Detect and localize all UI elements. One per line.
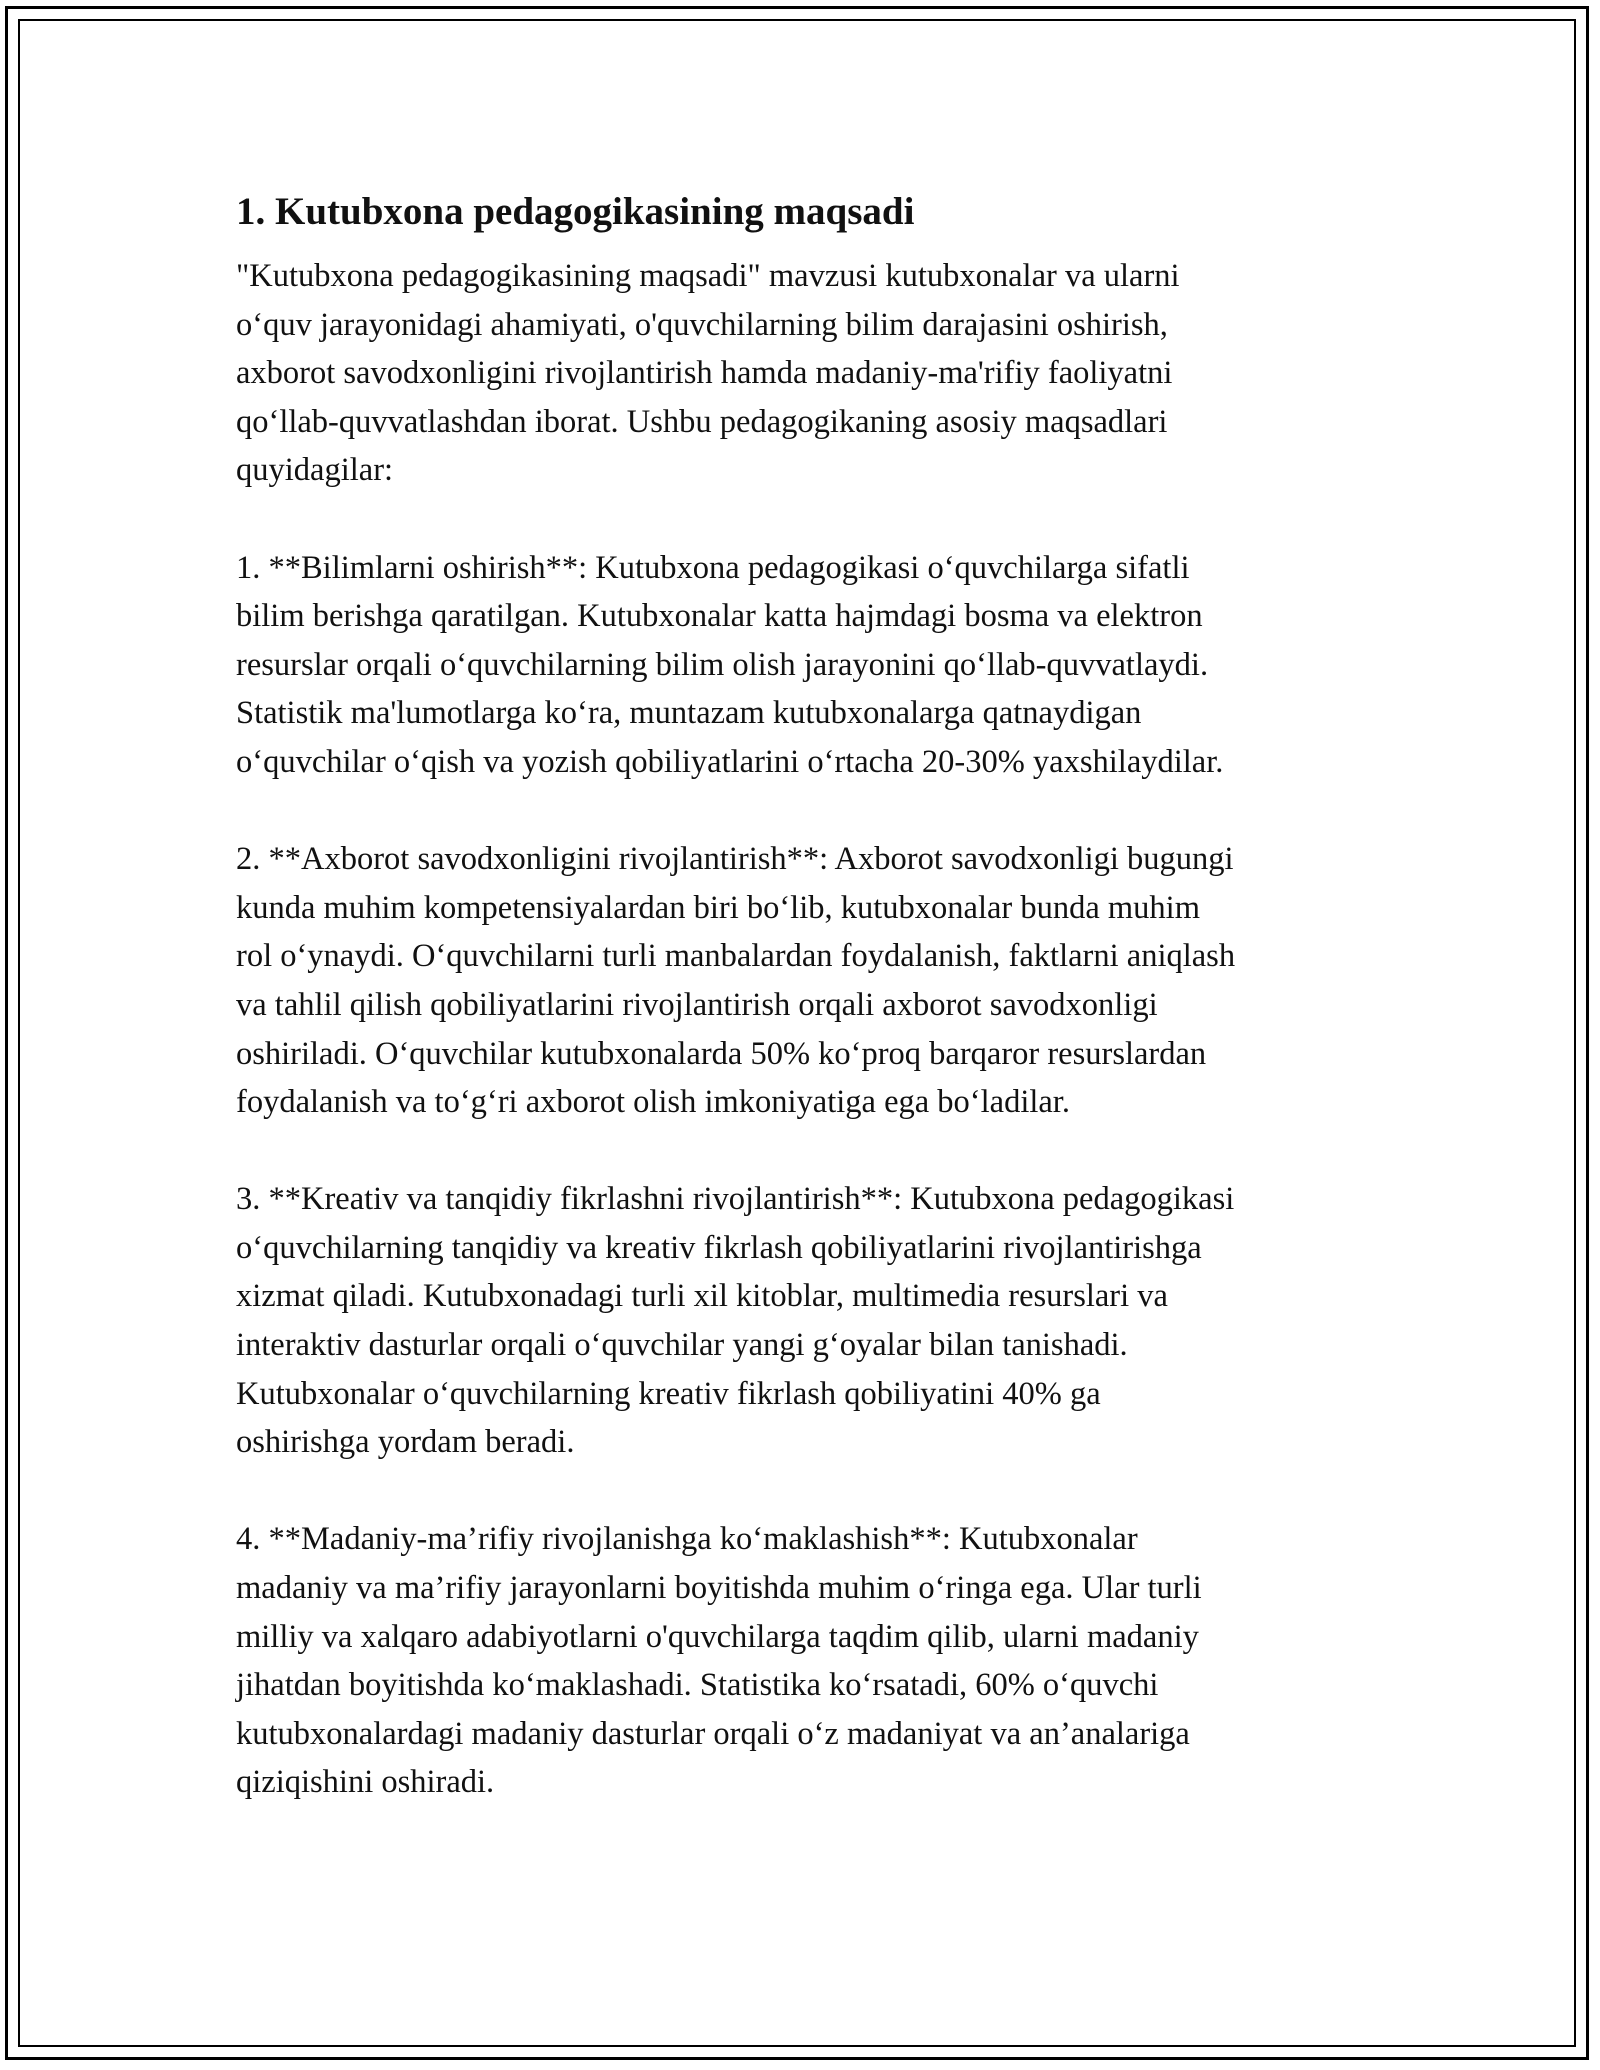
paragraph-spacer [236, 1467, 1376, 1516]
text-line: "Kutubxona pedagogikasining maqsadi" mavzusi kutubxonalar va ularni [236, 258, 1180, 294]
text-line: 2. **Axborot savodxonligini rivojlantirish**: Axborot savodxonligi bugungi [236, 841, 1234, 878]
goal-paragraph-1 [236, 544, 1376, 787]
goal-paragraph-3 [236, 1175, 1376, 1467]
text-line: oshiriladi. O‘quvchilar kutubxonalarda 50% ko‘proq barqaror resurslardan [236, 1035, 1207, 1072]
text-line: 4. **Madaniy-ma’rifiy rivojlanishga ko‘maklashish**: Kutubxonalar [236, 1521, 1138, 1558]
text-line: rol o‘ynaydi. O‘quvchilarni turli manbalardan foydalanish, faktlarni aniqlash [236, 938, 1236, 975]
text-line: kutubxonalardagi madaniy dasturlar orqali o‘z madaniyat va an’analariga [236, 1715, 1190, 1752]
text-line: o‘quvchilar o‘qish va yozish qobiliyatlarini o‘rtacha 20-30% yaxshilaydilar. [236, 743, 1224, 780]
paragraph-list [236, 252, 1376, 1807]
text-line: kunda muhim kompetensiyalardan biri bo‘lib, kutubxonalar bunda muhim [236, 889, 1200, 926]
text-line: Statistik ma'lumotlarga ko‘ra, muntazam kutubxonalarga qatnaydigan [236, 695, 1142, 732]
text-line: Kutubxonalar o‘quvchilarning kreativ fikrlash qobiliyatini 40% ga [236, 1375, 1101, 1412]
document-body [236, 184, 1376, 1807]
section-heading: 1. Kutubxona pedagogikasining maqsadi [236, 190, 915, 233]
text-line: jihatdan boyitishda ko‘maklashadi. Statistika ko‘rsatadi, 60% o‘quvchi [236, 1667, 1159, 1704]
text-line: 1. **Bilimlarni oshirish**: Kutubxona pedagogikasi o‘quvchilarga sifatli [236, 549, 1190, 586]
text-line: quyidagilar: [236, 452, 394, 489]
text-line: o‘quvchilarning tanqidiy va kreativ fikrlash qobiliyatlarini rivojlantirishga [236, 1229, 1202, 1266]
goal-paragraph-4 [236, 1515, 1376, 1807]
intro-paragraph [236, 252, 1376, 495]
text-line: foydalanish va to‘g‘ri axborot olish imkoniyatiga ega bo‘ladilar. [236, 1084, 1070, 1121]
text-line: va tahlil qilish qobiliyatlarini rivojlantirish orqali axborot savodxonligi [236, 986, 1158, 1023]
text-line: resurslar orqali o‘quvchilarning bilim olish jarayonini qo‘llab-quvvatlaydi. [236, 646, 1209, 683]
paragraph-spacer [236, 1127, 1376, 1176]
text-line: qiziqishini oshiradi. [236, 1764, 495, 1801]
text-line: o‘quv jarayonidagi ahamiyati, o'quvchilarning bilim darajasini oshirish, [236, 306, 1168, 343]
text-line: axborot savodxonligini rivojlantirish hamda madaniy-ma'rifiy faoliyatni [236, 355, 1173, 392]
text-line: milliy va xalqaro adabiyotlarni o'quvchilarga taqdim qilib, ularni madaniy [236, 1618, 1199, 1655]
text-line: bilim berishga qaratilgan. Kutubxonalar katta hajmdagi bosma va elektron [236, 598, 1203, 635]
text-line: madaniy va ma’rifiy jarayonlarni boyitishda muhim o‘ringa ega. Ular turli [236, 1570, 1202, 1607]
paragraph-spacer [236, 787, 1376, 836]
paragraph-spacer [236, 495, 1376, 544]
text-line: qo‘llab-quvvatlashdan iborat. Ushbu pedagogikaning asosiy maqsadlari [236, 403, 1168, 440]
goal-paragraph-2 [236, 835, 1376, 1127]
text-line: interaktiv dasturlar orqali o‘quvchilar yangi g‘oyalar bilan tanishadi. [236, 1327, 1128, 1364]
text-line: xizmat qiladi. Kutubxonadagi turli xil kitoblar, multimedia resurslari va [236, 1278, 1168, 1315]
text-line: 3. **Kreativ va tanqidiy fikrlashni rivojlantirish**: Kutubxona pedagogikasi [236, 1181, 1235, 1218]
text-line: oshirishga yordam beradi. [236, 1424, 575, 1461]
